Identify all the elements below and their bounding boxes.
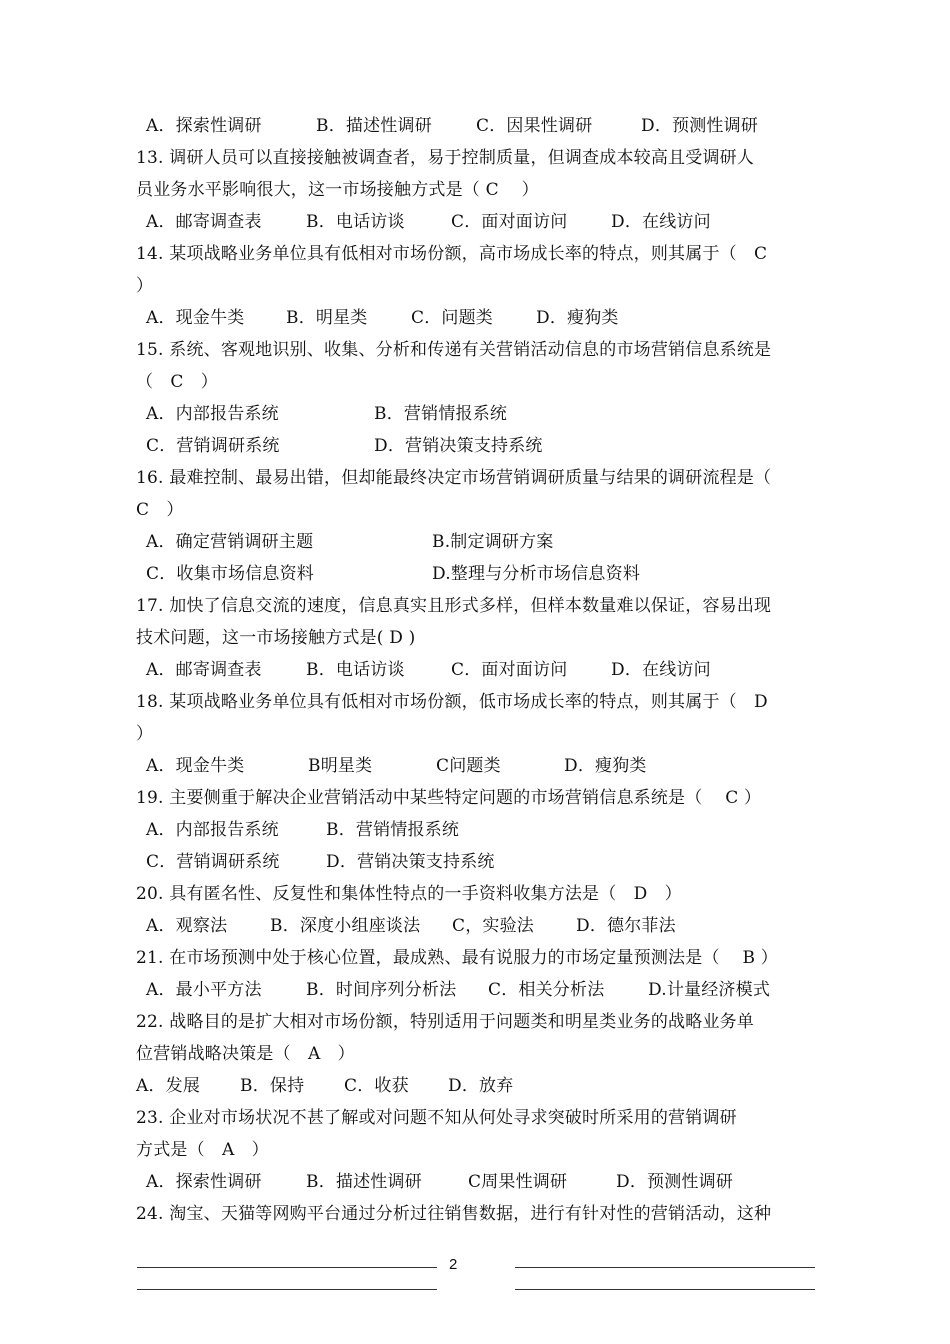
option-item: D．德尔菲法 [576,916,676,936]
question-line: C ） [136,500,184,520]
question-line: 23. 企业对市场状况不甚了解或对问题不知从何处寻求突破时所采用的营销调研 [136,1108,737,1128]
question-line: 13. 调研人员可以直接接触被调查者，易于控制质量，但调查成本较高且受调研人 [136,148,755,168]
option-item: B．描述性调研 [306,1172,422,1192]
question-line: ） [136,724,154,744]
option-item: D.整理与分析市场信息资料 [432,564,641,584]
question-line: 14. 某项战略业务单位具有低相对市场份额，高市场成长率的特点，则其属于（ C [136,244,768,264]
options-line [136,916,826,948]
option-item: A．内部报告系统 [146,404,279,424]
option-item: C．问题类 [411,308,494,328]
question-line: 21. 在市场预测中处于核心位置，最成熟、最有说服力的市场定量预测法是（ B ） [136,948,778,968]
option-item: A．探索性调研 [146,116,262,136]
question-line: 技术问题，这一市场接触方式是( D ) [136,628,416,648]
option-item: A．邮寄调查表 [146,212,262,232]
question-line: 16. 最难控制、最易出错，但却能最终决定市场营销调研质量与结果的调研流程是（ [136,468,772,488]
option-item: D．放弃 [448,1076,514,1096]
options-line [136,308,826,340]
question-line: 22. 战略目的是扩大相对市场份额，特别适用于问题类和明星类业务的战略业务单 [136,1012,755,1032]
options-line [136,1172,826,1204]
footer-rule-left-bottom [137,1289,437,1290]
question-line: 24. 淘宝、天猫等网购平台通过分析过往销售数据，进行有针对性的营销活动，这种 [136,1204,772,1224]
option-item: B明星类 [308,756,373,776]
options-line [136,564,826,596]
option-item: B．电话访谈 [306,660,405,680]
option-item: A．确定营销调研主题 [146,532,314,552]
option-item: D．营销决策支持系统 [326,852,495,872]
option-item: D．在线访问 [611,212,711,232]
option-item: A．观察法 [146,916,228,936]
option-item: C．收集市场信息资料 [146,564,315,584]
option-item: D．瘦狗类 [564,756,647,776]
option-item: D．在线访问 [611,660,711,680]
option-item: A．发展 [136,1076,201,1096]
option-item: A．邮寄调查表 [146,660,262,680]
option-item: D.计量经济模式 [648,980,771,1000]
option-item: A．现金牛类 [146,756,245,776]
page-number: 2 [449,1256,458,1273]
option-item: A．内部报告系统 [146,820,279,840]
option-item: A．探索性调研 [146,1172,262,1192]
option-item: C问题类 [436,756,501,776]
question-line: 员业务水平影响很大，这一市场接触方式是（ C ） [136,180,539,200]
option-item: D．预测性调研 [616,1172,734,1192]
footer-rule-right-top [515,1267,815,1268]
options-line [136,660,826,692]
question-line: 位营销战略决策是（ A ） [136,1044,355,1064]
option-item: B．明星类 [286,308,368,328]
option-item: B．保持 [240,1076,305,1096]
option-item: B.制定调研方案 [432,532,554,552]
options-line [136,404,826,436]
options-line [136,212,826,244]
option-item: B．时间序列分析法 [306,980,457,1000]
option-item: A．最小平方法 [146,980,262,1000]
footer-rule-left-top [137,1267,437,1268]
question-line: （ C ） [136,372,219,392]
option-item: C周果性调研 [468,1172,568,1192]
option-item: B．深度小组座谈法 [270,916,421,936]
question-line: 19. 主要侧重于解决企业营销活动中某些特定问题的市场营销信息系统是（ C ） [136,788,762,808]
question-line: 15. 系统、客观地识别、收集、分析和传递有关营销活动信息的市场营销信息系统是 [136,340,772,360]
options-line [136,820,826,852]
options-line [136,532,826,564]
question-line: 17. 加快了信息交流的速度，信息真实且形式多样，但样本数量难以保证，容易出现 [136,596,772,616]
options-line [136,116,826,148]
question-list [136,116,826,1236]
option-item: D．瘦狗类 [536,308,619,328]
question-line: 20. 具有匿名性、反复性和集体性特点的一手资料收集方法是（ D ） [136,884,682,904]
option-item: C．面对面访问 [451,212,568,232]
option-item: C．相关分析法 [488,980,605,1000]
options-line [136,756,826,788]
options-line [136,980,826,1012]
option-item: B．营销情报系统 [326,820,460,840]
option-item: C．因果性调研 [476,116,593,136]
question-line: 方式是（ A ） [136,1140,269,1160]
option-item: C．营销调研系统 [146,852,280,872]
option-item: B．营销情报系统 [374,404,508,424]
question-line: 18. 某项战略业务单位具有低相对市场份额，低市场成长率的特点，则其属于（ D [136,692,768,712]
option-item: B．电话访谈 [306,212,405,232]
footer-rule-right-bottom [515,1289,815,1290]
options-line [136,852,826,884]
options-line [136,1076,826,1108]
option-item: C，实验法 [452,916,535,936]
option-item: D．营销决策支持系统 [374,436,543,456]
option-item: C．收获 [344,1076,409,1096]
option-item: C．营销调研系统 [146,436,280,456]
option-item: C．面对面访问 [451,660,568,680]
options-line [136,436,826,468]
option-item: B．描述性调研 [316,116,432,136]
option-item: A．现金牛类 [146,308,245,328]
question-line: ） [136,276,154,296]
option-item: D．预测性调研 [641,116,759,136]
